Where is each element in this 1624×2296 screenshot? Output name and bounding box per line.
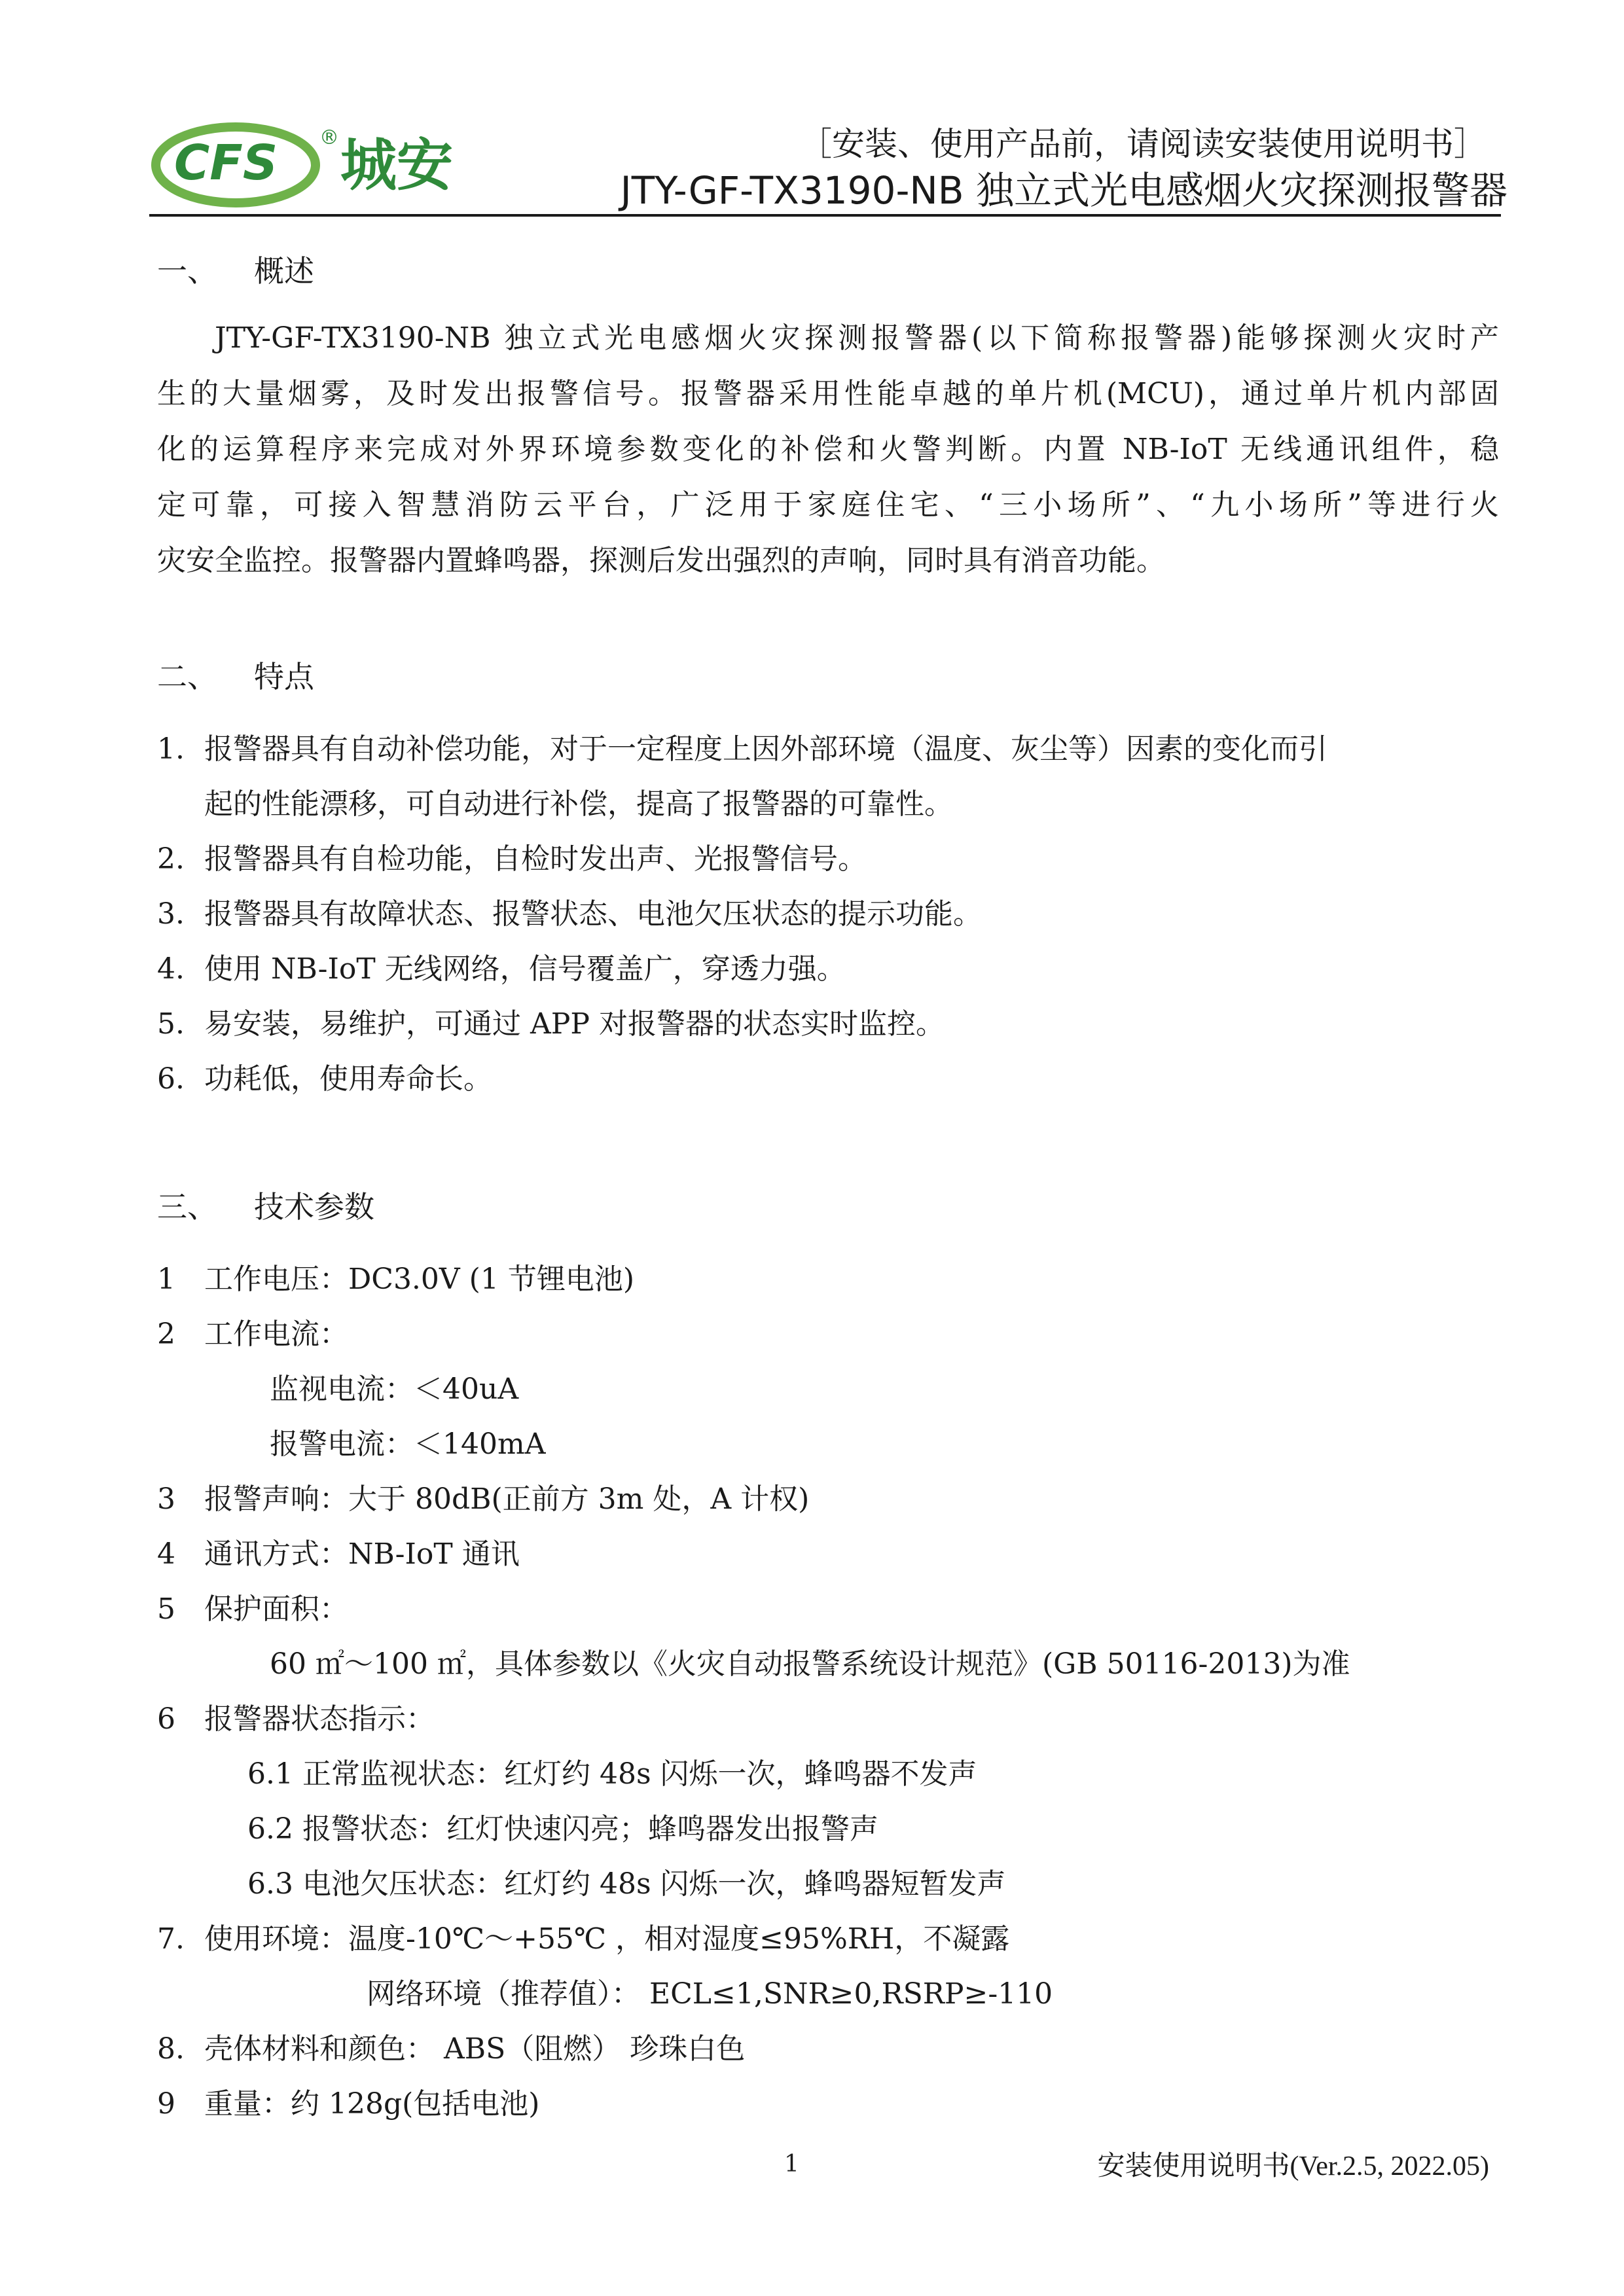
page-number: 1 [784,2151,799,2178]
overview-line: 定可靠，可接入智慧消防云平台，广泛用于家庭住宅、“三小场所”、“九小场所”等进行火 [157,488,1499,522]
overview-line: 化的运算程序来完成对外界环境参数变化的补偿和火警判断。内置 NB-IoT 无线通讯组件，稳 [157,433,1499,466]
feature-item: 5. 易安装，易维护，可通过 APP 对报警器的状态实时监控。 [157,1007,945,1041]
spec-voltage: 1 工作电压：DC3.0V (1 节锂电池) [157,1263,634,1296]
logo-cfs-text: CFS [174,135,278,191]
spec-protection-area-detail: 60 ㎡～100 ㎡，具体参数以《火灾自动报警系统设计规范》(GB 50116-2013)为准 [270,1647,1350,1681]
spec-weight: 9 重量：约 128g(包括电池) [157,2087,540,2121]
feature-item: 2. 报警器具有自检功能，自检时发出声、光报警信号。 [157,842,867,876]
spec-status-indication: 6 报警器状态指示： [157,1702,435,1736]
section-number: 一、 [157,253,217,289]
section-overview-heading [157,247,314,291]
section-specs-heading [157,1183,374,1227]
section-number: 三、 [157,1189,217,1225]
product-title: JTY-GF-TX3190-NB 独立式光电感烟火灾探测报警器 [620,168,1507,213]
spec-monitor-current: 监视电流：＜40uA [270,1372,519,1406]
spec-communication: 4 通讯方式：NB-IoT 通讯 [157,1537,520,1571]
spec-environment: 7. 使用环境：温度-10℃～+55℃ ，相对湿度≤95%RH，不凝露 [157,1922,1010,1956]
section-title: 特点 [254,659,314,694]
spec-housing-material: 8. 壳体材料和颜色： ABS（阻燃） 珍珠白色 [157,2032,746,2066]
spec-network-environment: 网络环境（推荐值）： ECL≤1,SNR≥0,RSRP≥-110 [367,1977,1053,2011]
feature-item: 3. 报警器具有故障状态、报警状态、电池欠压状态的提示功能。 [157,897,982,931]
overview-paragraph [157,310,1499,588]
status-normal-monitoring: 6.1 正常监视状态：红灯约 48s 闪烁一次，蜂鸣器不发声 [247,1757,977,1791]
overview-line: 生的大量烟雾，及时发出报警信号。报警器采用性能卓越的单片机(MCU)，通过单片机内部固 [157,377,1499,410]
section-title: 技术参数 [254,1189,374,1225]
status-low-battery: 6.3 电池欠压状态：红灯约 48s 闪烁一次，蜂鸣器短暂发声 [247,1867,1006,1901]
status-alarm: 6.2 报警状态：红灯快速闪亮；蜂鸣器发出报警声 [247,1812,878,1846]
logo-chinese-name: 城安 [340,133,453,198]
header-reading-note: ［安装、使用产品前，请阅读安装使用说明书］ [799,125,1487,163]
company-logo [151,119,491,207]
section-title: 概述 [254,253,314,289]
overview-line: 灾安全监控。报警器内置蜂鸣器，探测后发出强烈的声响，同时具有消音功能。 [157,544,1165,577]
section-features-heading [157,653,314,696]
feature-item: 6. 功耗低，使用寿命长。 [157,1062,492,1096]
section-number: 二、 [157,659,217,694]
feature-item-continuation: 起的性能漂移，可自动进行补偿，提高了报警器的可靠性。 [204,787,953,821]
overview-line: JTY-GF-TX3190-NB 独立式光电感烟火灾探测报警器(以下简称报警器)能够探测火灾时产 [215,321,1499,355]
spec-current: 2 工作电流： [157,1318,348,1351]
logo-registered-mark: ® [319,126,339,149]
feature-item: 4. 使用 NB-IoT 无线网络，信号覆盖广，穿透力强。 [157,952,846,986]
spec-alarm-current: 报警电流：＜140mA [270,1427,546,1461]
manual-version: 安装使用说明书(Ver.2.5, 2022.05) [1097,2151,1489,2181]
feature-item: 1. 报警器具有自动补偿功能，对于一定程度上因外部环境（温度、灰尘等）因素的变化而引 [157,732,1327,766]
spec-alarm-sound: 3 报警声响：大于 80dB(正前方 3m 处，A 计权) [157,1482,810,1516]
header-divider [149,214,1501,217]
spec-protection-area: 5 保护面积： [157,1592,348,1626]
